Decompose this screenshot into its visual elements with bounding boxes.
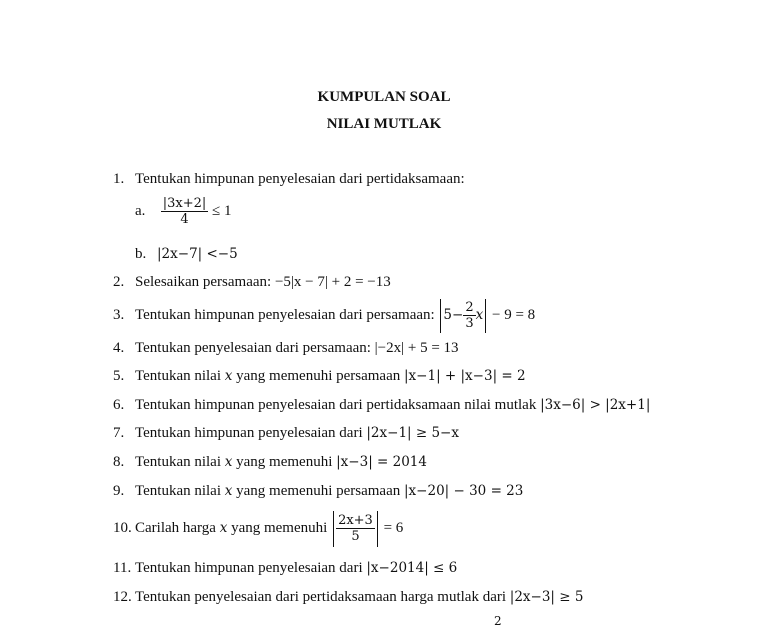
question-number: 8. bbox=[113, 454, 125, 470]
question-text: Tentukan penyelesaian dari pertidaksamaan harga mutlak dari bbox=[135, 589, 507, 605]
math-expression: |2x−7| <−5 bbox=[157, 246, 238, 262]
question-3 bbox=[113, 298, 535, 333]
fraction-denominator: 4 bbox=[180, 212, 189, 227]
math-variable: x bbox=[475, 307, 484, 323]
question-number: 12. bbox=[113, 589, 132, 605]
question-number: 10. bbox=[113, 520, 132, 536]
fraction-numerator: 2x+3 bbox=[338, 513, 373, 529]
question-9 bbox=[113, 482, 523, 500]
question-11 bbox=[113, 559, 457, 577]
sub-label: b. bbox=[135, 246, 147, 262]
fraction-numerator: 2 bbox=[465, 300, 474, 316]
fraction bbox=[336, 513, 375, 544]
math-variable: x bbox=[224, 483, 233, 499]
math-variable: x bbox=[219, 520, 228, 536]
question-text: Selesaikan persamaan: −5|x − 7| + 2 = −13 bbox=[135, 274, 391, 290]
question-number: 2. bbox=[113, 274, 125, 290]
math-expression: |x−1| + |x−3| = 2 bbox=[404, 368, 526, 384]
question-10 bbox=[113, 510, 403, 547]
math-expression: |2x−1| ≥ 5−x bbox=[366, 425, 459, 441]
math-variable: x bbox=[224, 368, 233, 384]
question-text: Tentukan himpunan penyelesaian dari persamaan: bbox=[135, 307, 435, 323]
sub-label: a. bbox=[135, 202, 146, 219]
question-1 bbox=[113, 170, 465, 188]
abs-bar-right bbox=[485, 299, 486, 333]
question-number: 5. bbox=[113, 368, 125, 384]
question-text: Tentukan himpunan penyelesaian dari pertidaksamaan nilai mutlak bbox=[135, 397, 537, 413]
abs-bar-left bbox=[440, 299, 441, 333]
question-number: 11. bbox=[113, 560, 132, 576]
fraction-denominator: 5 bbox=[351, 529, 360, 545]
fraction bbox=[161, 196, 209, 227]
question-1b bbox=[135, 246, 238, 263]
question-text: Tentukan nilai bbox=[135, 483, 222, 499]
question-number: 4. bbox=[113, 340, 125, 356]
question-12 bbox=[113, 588, 583, 606]
fraction-numerator: |3x+2| bbox=[162, 196, 207, 211]
question-text: Tentukan nilai bbox=[135, 368, 222, 384]
question-6 bbox=[113, 396, 650, 414]
math-expression: |3x−6| > |2x+1| bbox=[540, 397, 651, 413]
question-text: Tentukan penyelesaian dari persamaan: |−2x| + 5 = 13 bbox=[135, 340, 459, 356]
question-text: Tentukan nilai bbox=[135, 454, 222, 470]
question-text-2: yang memenuhi bbox=[231, 520, 328, 536]
inequality-rest: ≤ 1 bbox=[212, 202, 232, 219]
fraction-denominator: 3 bbox=[465, 316, 474, 332]
question-number: 7. bbox=[113, 425, 125, 441]
question-13-partial-numerator: 2 bbox=[494, 614, 502, 628]
question-text: Tentukan himpunan penyelesaian dari bbox=[135, 425, 363, 441]
math-expression: |x−20| − 30 = 23 bbox=[404, 483, 524, 499]
question-7 bbox=[113, 424, 459, 442]
equation-rest: = 6 bbox=[383, 520, 404, 536]
question-number: 6. bbox=[113, 397, 125, 413]
question-2 bbox=[113, 273, 391, 291]
fraction bbox=[463, 300, 475, 331]
question-number: 9. bbox=[113, 483, 125, 499]
question-text: Tentukan himpunan penyelesaian dari bbox=[135, 560, 363, 576]
question-8 bbox=[113, 453, 427, 471]
math-part: 5− bbox=[443, 307, 464, 323]
math-expression: |x−3| = 2014 bbox=[336, 454, 427, 470]
document-subtitle: NILAI MUTLAK bbox=[326, 116, 442, 132]
question-text: Carilah harga bbox=[135, 520, 216, 536]
question-text-2: yang memenuhi persamaan bbox=[236, 483, 401, 499]
question-1a bbox=[135, 196, 232, 227]
abs-bar-left bbox=[333, 511, 334, 547]
question-4 bbox=[113, 339, 459, 357]
math-expression: |x−2014| ≤ 6 bbox=[366, 560, 458, 576]
abs-bar-right bbox=[377, 511, 378, 547]
question-number: 1. bbox=[113, 171, 125, 187]
question-5 bbox=[113, 367, 526, 385]
question-number: 3. bbox=[113, 307, 125, 323]
document-title: KUMPULAN SOAL bbox=[317, 89, 451, 105]
math-variable: x bbox=[224, 454, 233, 470]
equation-rest: − 9 = 8 bbox=[491, 307, 536, 323]
question-text: Tentukan himpunan penyelesaian dari pertidaksamaan: bbox=[135, 171, 465, 187]
math-expression: |2x−3| ≥ 5 bbox=[509, 589, 584, 605]
question-text-2: yang memenuhi persamaan bbox=[236, 368, 401, 384]
question-text-2: yang memenuhi bbox=[236, 454, 333, 470]
